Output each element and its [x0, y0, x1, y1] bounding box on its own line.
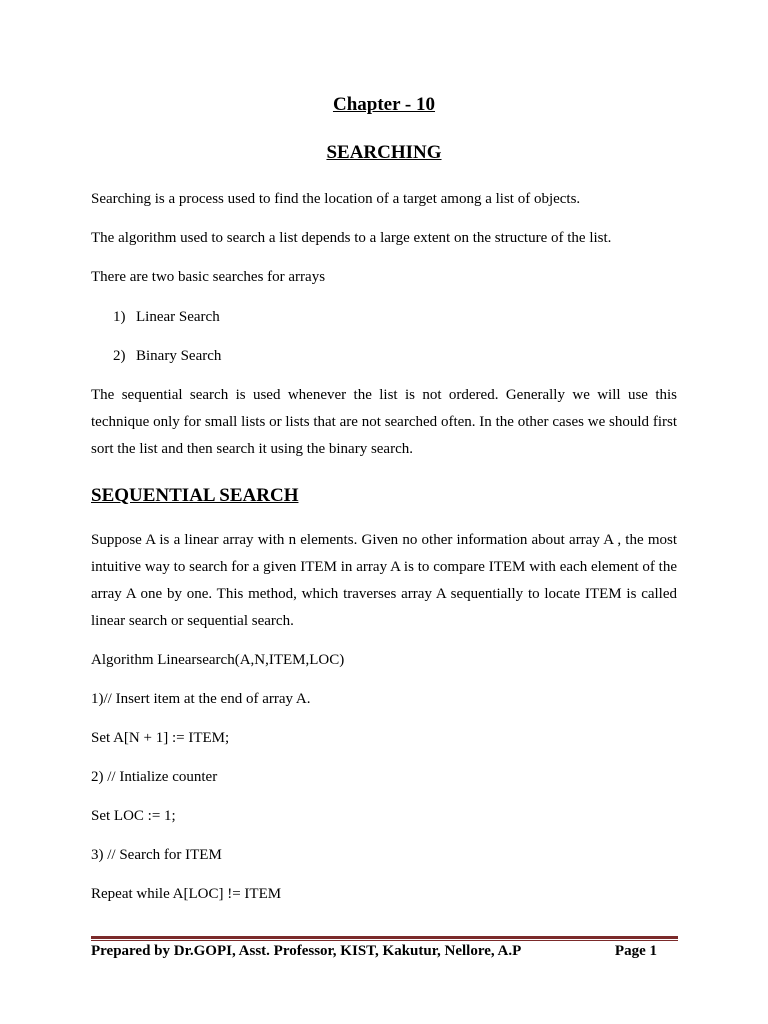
sequential-note-paragraph: The sequential search is used whenever the list is not ordered. Generally we will use this technique only for small lists or lists that are not searched often. In the other cases we should first sort the list and then search it using the binary search.: [91, 387, 677, 457]
list-item: [113, 304, 677, 331]
algorithm-line: 1)// Insert item at the end of array A.: [91, 691, 311, 707]
algorithm-line: Set A[N + 1] := ITEM;: [91, 730, 230, 746]
section-description: Suppose A is a linear array with n elements. Given no other information about array A , the most intuitive way to search for a given ITEM in array A is to compare ITEM with each element of the array A one by one. This method, which traverses array A sequentially to locate ITEM is called linear search or sequential search.: [91, 532, 677, 629]
list-item-label: Binary Search: [136, 348, 222, 364]
algorithm-line: 3) // Search for ITEM: [91, 847, 222, 863]
chapter-title: Chapter - 10: [332, 94, 436, 115]
footer-page-number: Page 1: [614, 943, 657, 959]
list-item-label: Linear Search: [136, 309, 220, 325]
intro-paragraph-2: The algorithm used to search a list depends to a large extent on the structure of the list.: [91, 230, 612, 246]
footer-divider: [91, 936, 678, 939]
footer-author: Prepared by Dr.GOPI, Asst. Professor, KIST, Kakutur, Nellore, A.P: [91, 943, 522, 959]
intro-paragraph-1: Searching is a process used to find the location of a target among a list of objects.: [91, 191, 581, 207]
page-footer: [91, 942, 657, 960]
list-item-number: 1): [113, 309, 126, 325]
list-item-number: 2): [113, 348, 126, 364]
intro-paragraph-3: There are two basic searches for arrays: [91, 269, 326, 285]
footer-divider-thin: [91, 940, 678, 941]
algorithm-line: Repeat while A[LOC] != ITEM: [91, 886, 282, 902]
algorithm-line: 2) // Intialize counter: [91, 769, 218, 785]
list-item: [113, 343, 677, 370]
algorithm-line: Algorithm Linearsearch(A,N,ITEM,LOC): [91, 652, 345, 668]
algorithm-line: Set LOC := 1;: [91, 808, 176, 824]
topic-title: SEARCHING: [326, 142, 442, 163]
page-content: [91, 92, 677, 908]
section-heading: SEQUENTIAL SEARCH: [91, 485, 299, 506]
